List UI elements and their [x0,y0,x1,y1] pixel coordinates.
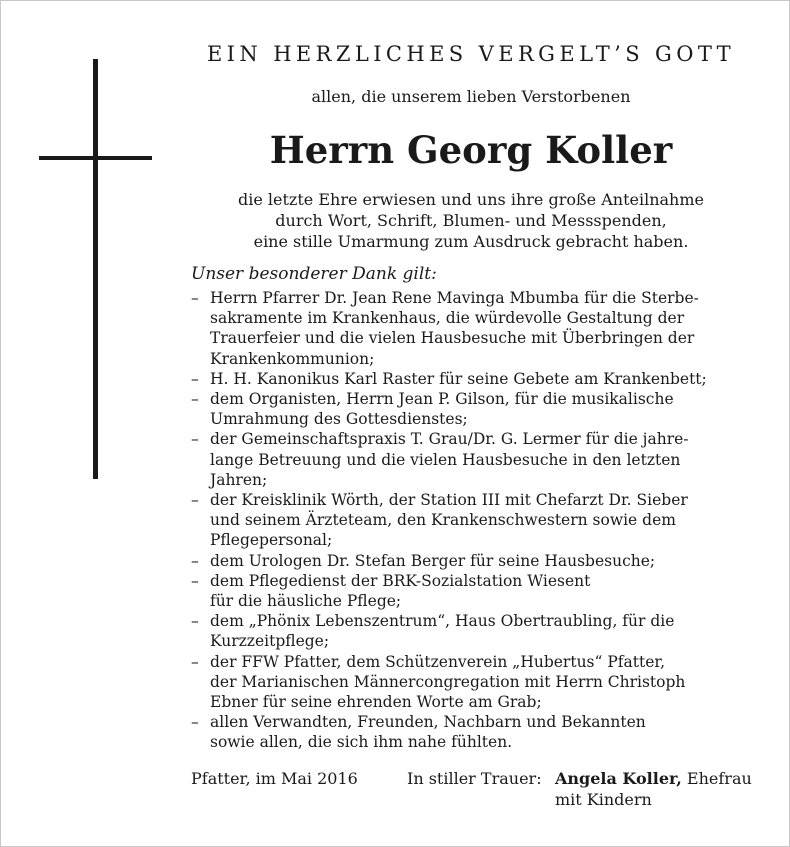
thanks-item-line: Trauerfeier und die vielen Hausbesuche mit Überbringen der [210,329,695,348]
thanks-item-line: der Gemeinschaftspraxis T. Grau/Dr. G. Lermer für die jahre- [210,430,689,449]
thanks-item-line: Jahren; [210,470,268,489]
thanks-list [191,288,761,753]
thanks-item-line: dem Urologen Dr. Stefan Berger für seine Hausbesuche; [210,551,656,570]
thanks-item-line: der FFW Pfatter, dem Schützenverein „Hubertus“ Pfatter, [210,652,666,671]
thanks-line: durch Wort, Schrift, Blumen- und Messspenden, [275,211,667,230]
list-dash: – [191,612,199,631]
cross-vertical-bar [93,59,98,479]
intro-text: allen, die unserem lieben Verstorbenen [311,87,631,106]
thanks-list-item [191,490,761,551]
list-dash: – [191,430,199,449]
thanks-list-item [191,369,761,389]
thanks-item-line: H. H. Kanonikus Karl Raster für seine Gebete am Krankenbett; [210,369,707,388]
thanks-list-item [191,551,761,571]
thanks-item-line: für die häusliche Pflege; [210,592,402,611]
mourning-label: In stiller Trauer: [407,769,542,788]
thanks-item-line: lange Betreuung und die vielen Hausbesuche in den letzten [210,450,681,469]
thanks-paragraph [191,189,751,252]
list-dash: – [191,713,199,732]
thanks-line: die letzte Ehre erwiesen und uns ihre große Anteilnahme [237,190,704,209]
thanks-list-item [191,712,761,752]
list-dash: – [191,652,199,671]
thanks-item-line: und seinem Ärzteteam, den Krankenschwestern sowie dem [210,511,676,530]
deceased-name: Herrn Georg Koller [269,128,673,172]
thanks-list-item [191,429,761,490]
thanks-item-line: dem Organisten, Herrn Jean P. Gilson, für die musikalische [210,390,674,409]
thanks-item-line: Herrn Pfarrer Dr. Jean Rene Mavinga Mbumba für die Sterbe- [210,289,699,307]
thanks-item-line: Umrahmung des Gottesdienstes; [210,410,468,429]
thanks-list-item [191,571,761,611]
special-thanks-heading: Unser besonderer Dank gilt: [191,264,437,284]
cross-horizontal-bar [39,156,152,160]
thanks-item-line: dem Pflegedienst der BRK-Sozialstation Wiesent [210,571,591,590]
list-dash: – [191,571,199,590]
list-dash: – [191,491,199,510]
thanks-item-line: sakramente im Krankenhaus, die würdevolle Gestaltung der [210,309,685,328]
thanks-item-line: der Kreisklinik Wörth, der Station III mit Chefarzt Dr. Sieber [210,491,688,510]
thanks-list-item [191,288,761,369]
thanks-item-line: allen Verwandten, Freunden, Nachbarn und Bekannten [210,713,646,732]
signer-line-2: mit Kindern [555,790,652,809]
thanks-item-line: Ebner für seine ehrenden Worte am Grab; [210,693,542,712]
thanks-list-item [191,389,761,429]
thanks-item-line: dem „Phönix Lebenszentrum“, Haus Obertraubling, für die [210,612,675,631]
list-dash: – [191,551,199,570]
list-dash: – [191,289,199,307]
thanks-item-line: Kurzzeitpflege; [210,632,330,651]
thanks-item-line: Pflegepersonal; [210,531,333,550]
thanks-item-line: Krankenkommunion; [210,349,375,368]
list-dash: – [191,390,199,409]
list-dash: – [191,369,199,388]
signer-relation: Ehefrau [681,769,752,788]
thanks-item-line: sowie allen, die sich ihm nahe fühlten. [210,733,513,752]
signer-block [555,768,752,810]
thanks-list-item [191,611,761,651]
signer-line [555,768,752,789]
thanks-item-line: der Marianischen Männercongregation mit Herrn Christoph [210,672,686,691]
place-date: Pfatter, im Mai 2016 [191,769,358,788]
notice-heading: EIN HERZLICHES VERGELT’S GOTT [206,42,736,66]
thanks-list-item [191,652,761,713]
thanks-line: eine stille Umarmung zum Ausdruck gebracht haben. [253,232,689,251]
signer-name: Angela Koller, [555,769,682,788]
